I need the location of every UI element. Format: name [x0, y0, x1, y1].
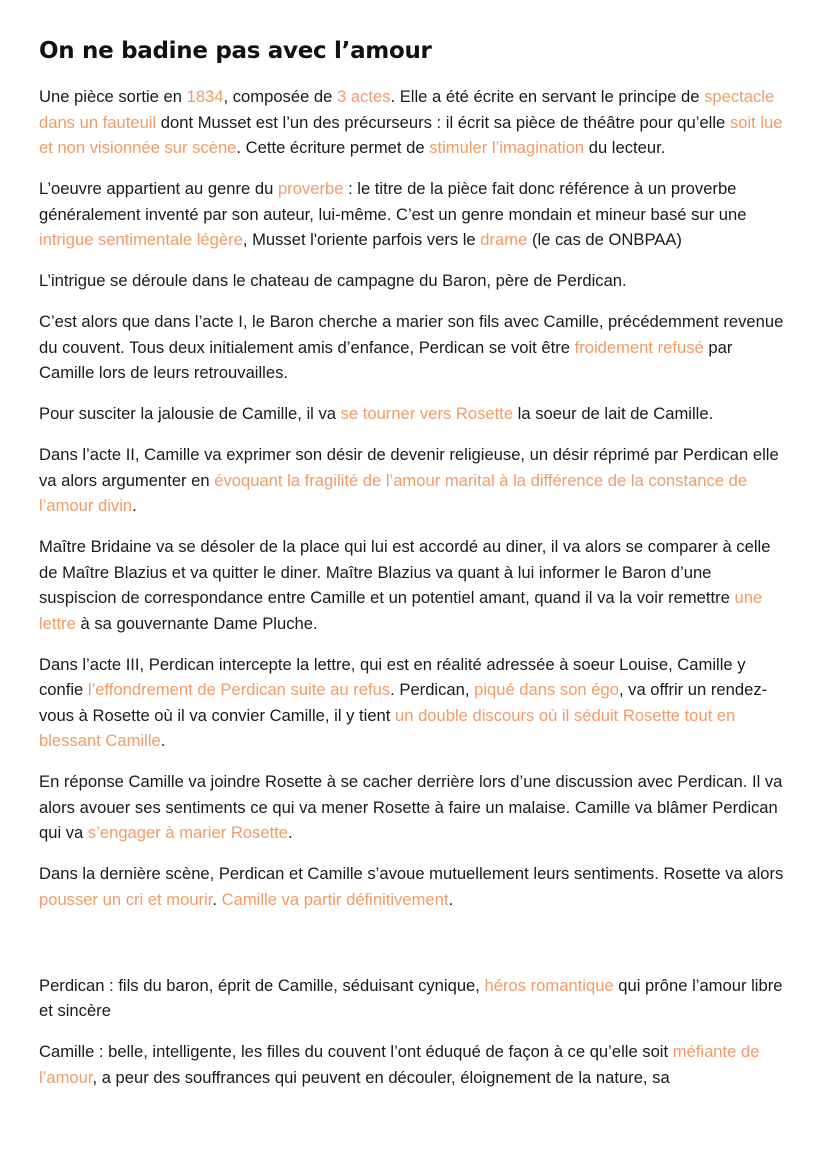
highlighted-text: stimuler l’imagination	[429, 138, 585, 157]
text-segment: . Perdican,	[390, 680, 475, 699]
highlighted-text: soit lue et non visionnée sur scène	[39, 112, 783, 157]
text-segment: (le cas de ONBPAA)	[527, 230, 682, 249]
highlighted-text: héros romantique	[484, 975, 614, 995]
highlighted-text: évoquant la fragilité de l’amour marital à la différence de la constance de l’amour divin	[39, 470, 748, 515]
text-segment: , va offrir un rendez-vous à Rosette où il va convier Camille, il y tient	[39, 680, 768, 725]
summary-paragraph	[39, 401, 790, 427]
text-segment: .	[160, 731, 166, 750]
text-segment: , Musset l'oriente parfois vers le	[242, 230, 481, 249]
text-segment: En réponse Camille va joindre Rosette à se cacher derrière lors d’une discussion avec Perdican. Il va alors avouer ses sentiments ce qui va mener Rosette à faire un malaise. Camille va blâmer Perdican qui va	[39, 772, 783, 842]
text-segment: . Elle a été écrite en servant le principe de	[390, 87, 705, 106]
highlighted-text: piqué dans son égo	[474, 680, 619, 699]
text-segment: .	[132, 496, 137, 515]
highlighted-text: l’effondrement de Perdican suite au refus	[87, 680, 391, 699]
text-segment: , a peur des souffrances qui peuvent en découler, éloignement de la nature, sa	[92, 1067, 670, 1087]
text-segment: .	[212, 889, 222, 909]
highlighted-text: se tourner vers Rosette	[340, 404, 514, 423]
highlighted-text: une lettre	[39, 588, 763, 633]
text-segment: .	[288, 823, 293, 842]
text-segment: .	[448, 889, 454, 909]
text-segment: , composée de	[223, 87, 337, 106]
text-segment: : le titre de la pièce fait donc référence à un proverbe généralement inventé par son auteur, lui-même. C’est un genre mondain et mineur basé sur une	[39, 179, 747, 224]
text-segment: Dans l’acte III, Perdican intercepte la lettre, qui est en réalité adressée à soeur Louise, Camille y confie	[39, 654, 746, 699]
text-segment: la soeur de lait de Camille.	[513, 404, 714, 423]
highlighted-text: pousser un cri et mourir	[39, 889, 213, 909]
summary-paragraph	[39, 652, 790, 754]
text-segment: Dans l’acte II, Camille va exprimer son désir de devenir religieuse, un désir réprimé par Perdican elle va alors argumenter en	[39, 445, 779, 490]
highlighted-text: s’engager à marier Rosette	[87, 823, 289, 842]
highlighted-text: 1834	[186, 87, 224, 106]
text-segment: . Cette écriture permet de	[236, 138, 430, 157]
text-segment: Perdican : fils du baron, éprit de Camille, séduisant cynique,	[39, 975, 485, 995]
highlighted-text: 3 actes	[336, 87, 391, 106]
text-segment: qui prône l’amour libre et sincère	[39, 975, 783, 1020]
highlighted-text: intrigue sentimentale légère	[39, 230, 243, 249]
text-segment: à sa gouvernante Dame Pluche.	[75, 613, 318, 633]
text-segment: par Camille lors de leurs retrouvailles.	[39, 337, 733, 382]
text-segment: Camille : belle, intelligente, les filles du couvent l’ont éduqué de façon à ce qu’elle soit	[39, 1042, 673, 1061]
text-segment: Pour susciter la jalousie de Camille, il va	[39, 404, 341, 423]
text-segment: L’oeuvre appartient au genre du	[39, 179, 278, 198]
summary-paragraph	[39, 84, 790, 161]
summary-paragraph	[39, 309, 790, 386]
highlighted-text: froidement refusé	[574, 337, 704, 357]
highlighted-text: un double discours où il séduit Rosette tout en blessant Camille	[39, 705, 736, 750]
highlighted-text: méfiante de l’amour	[39, 1042, 760, 1087]
text-segment: du lecteur.	[584, 138, 666, 157]
character-paragraph	[39, 1039, 790, 1090]
summary-paragraph	[39, 268, 790, 294]
text-segment: dont Musset est l’un des précurseurs : il écrit sa pièce de théâtre pour qu’elle	[156, 112, 730, 132]
summary-section	[39, 84, 790, 912]
highlighted-text: Camille va partir définitivement	[221, 889, 449, 909]
highlighted-text: drame	[480, 230, 528, 249]
text-segment: Dans la dernière scène, Perdican et Camille s’avoue mutuellement leurs sentiments. Rosette va alors	[39, 864, 784, 883]
text-segment: Une pièce sortie en	[39, 87, 187, 106]
text-segment: L’intrigue se déroule dans le chateau de campagne du Baron, père de Perdican.	[39, 271, 627, 290]
spacer	[39, 928, 790, 973]
summary-paragraph	[39, 769, 790, 846]
summary-paragraph	[39, 861, 790, 912]
highlighted-text: spectacle dans un fauteuil	[39, 87, 775, 132]
text-segment: Maître Bridaine va se désoler de la place qui lui est accordé au diner, il va alors se comparer à celle de Maître Blazius et va quitter le diner. Maître Blazius va quant à lui informer le Baron d’une suspiscion de correspondance entre Camille et un potentiel amant, quand il va la voir remettre	[39, 537, 771, 607]
summary-paragraph	[39, 176, 790, 253]
summary-paragraph	[39, 534, 790, 636]
summary-paragraph	[39, 442, 790, 519]
page-title: On ne badine pas avec l’amour	[39, 38, 432, 64]
character-paragraph	[39, 973, 790, 1024]
highlighted-text: proverbe	[277, 179, 344, 198]
characters-section	[39, 973, 790, 1091]
text-segment: C’est alors que dans l’acte I, le Baron cherche a marier son fils avec Camille, précédemment revenue du couvent. Tous deux initialement amis d’enfance, Perdican se voit être	[39, 312, 784, 357]
